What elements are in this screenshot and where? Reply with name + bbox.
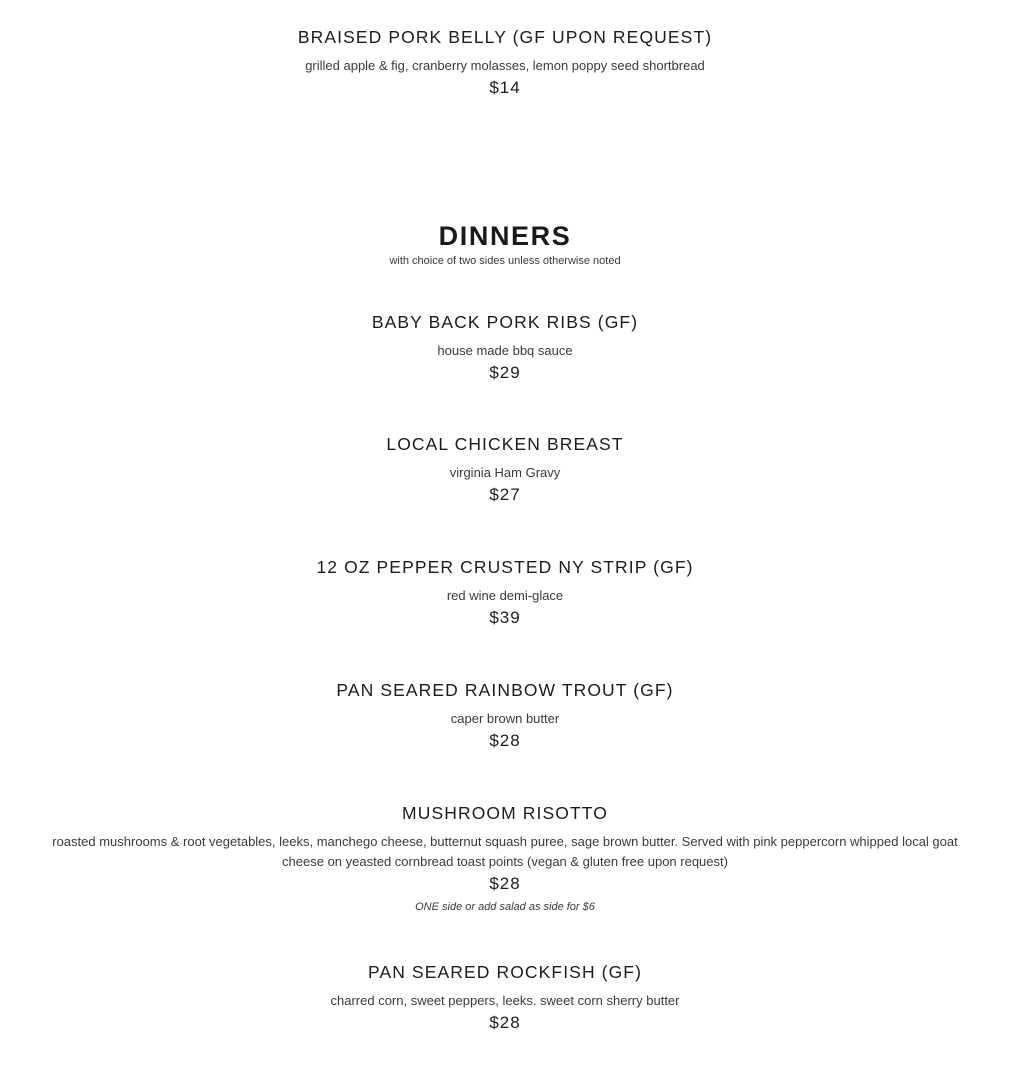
menu-item-description: virginia Ham Gravy: [449, 465, 561, 480]
menu-item-mushroom-risotto: [0, 802, 1010, 915]
section-title: DINNERS: [438, 221, 572, 251]
menu-item-name: LOCAL CHICKEN BREAST: [386, 434, 624, 454]
section-subtitle: with choice of two sides unless otherwise noted: [389, 255, 621, 267]
menu-item-price: $29: [489, 363, 521, 382]
menu-item-description: house made bbq sauce: [437, 343, 573, 358]
menu-item-description: red wine demi-glace: [446, 588, 564, 603]
menu-item-name: BRAISED PORK BELLY (GF UPON REQUEST): [297, 27, 713, 47]
menu-item-description: charred corn, sweet peppers, leeks. sweet corn sherry butter: [330, 993, 680, 1008]
menu-item-rainbow-trout: [0, 679, 1010, 752]
menu-item-price: $27: [489, 485, 521, 504]
menu-item-name: 12 OZ PEPPER CRUSTED NY STRIP (GF): [316, 557, 694, 577]
menu-item-braised-pork-belly: [0, 26, 1010, 99]
menu-item-price: $28: [489, 731, 521, 750]
menu-item-rockfish: [0, 961, 1010, 1034]
menu-item-price: $28: [489, 1013, 521, 1032]
menu-item-description: grilled apple & fig, cranberry molasses, lemon poppy seed shortbread: [305, 58, 705, 73]
menu-item-description: roasted mushrooms & root vegetables, leeks, manchego cheese, butternut squash puree, sage brown butter. Served with pink peppercorn whipped local goat cheese on yeasted cornbread toast points (vegan & gluten free upon request): [52, 834, 958, 869]
menu-item-name: MUSHROOM RISOTTO: [402, 803, 608, 823]
menu-item-name: BABY BACK PORK RIBS (GF): [371, 312, 639, 332]
menu-item-price: $39: [489, 608, 521, 627]
menu-item-description: caper brown butter: [450, 711, 560, 726]
menu-item-ny-strip: [0, 556, 1010, 629]
menu-item-price: $14: [489, 78, 521, 97]
menu-item-local-chicken-breast: [0, 433, 1010, 506]
menu-item-name: PAN SEARED ROCKFISH (GF): [367, 962, 642, 982]
menu-item-price: $28: [489, 874, 521, 893]
menu-item-baby-back-pork-ribs: [0, 311, 1010, 384]
menu-item-name: PAN SEARED RAINBOW TROUT (GF): [336, 680, 674, 700]
menu-item-note: ONE side or add salad as side for $6: [415, 901, 595, 913]
